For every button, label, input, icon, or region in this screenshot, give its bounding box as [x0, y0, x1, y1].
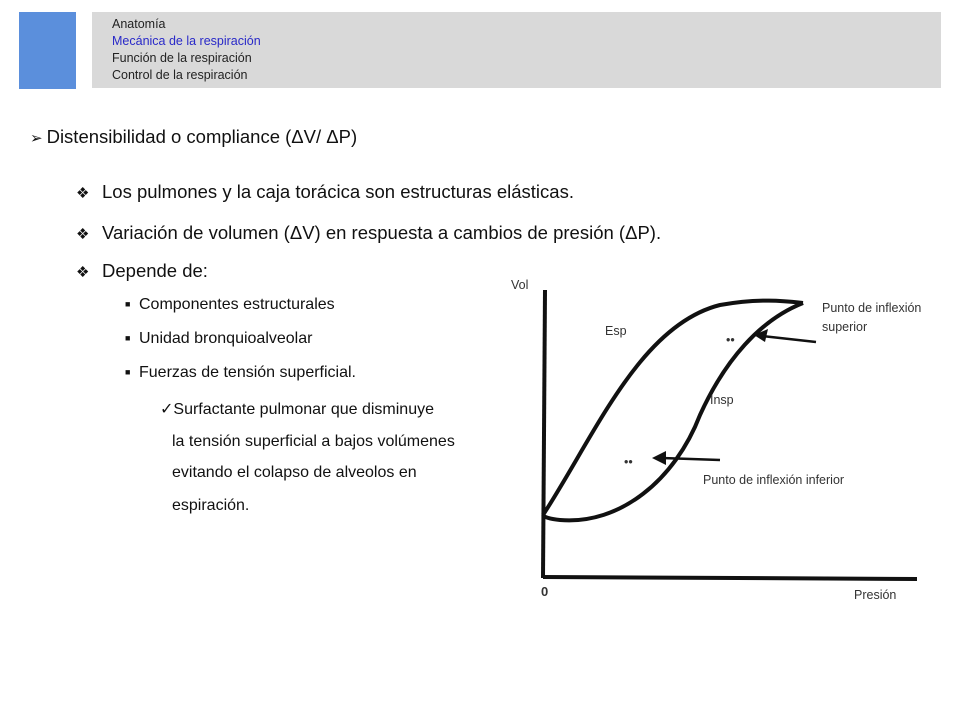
bullet-text: Los pulmones y la caja torácica son estructuras elásticas.: [102, 181, 574, 202]
x-axis: [543, 577, 917, 579]
origin-label: 0: [541, 584, 549, 599]
check-continuation: espiración.: [172, 497, 250, 514]
upper-inflection-marker: ••: [726, 333, 735, 347]
y-axis: [543, 290, 545, 578]
sub-bullet-item: [125, 296, 335, 314]
diamond-bullet-icon: ❖: [76, 185, 90, 202]
checkmark-icon: ✓: [160, 401, 174, 418]
nav-item-control[interactable]: Control de la respiración: [112, 68, 248, 82]
check-continuation: la tensión superficial a bajos volúmenes: [172, 433, 455, 450]
sub-bullet-text: Componentes estructurales: [139, 296, 335, 313]
section-nav: [112, 16, 261, 84]
y-axis-label: Vol: [511, 278, 529, 292]
sub-bullet-text: Fuerzas de tensión superficial.: [139, 364, 356, 381]
upper-arrow-shaft: [762, 336, 816, 342]
bullet-item: [76, 222, 661, 244]
square-bullet-icon: ■: [125, 333, 131, 343]
sub-bullet-item: [125, 330, 312, 348]
x-axis-label: Presión: [854, 588, 897, 602]
diamond-bullet-icon: ❖: [76, 264, 90, 281]
nav-item-mecanica[interactable]: Mecánica de la respiración: [112, 34, 261, 48]
square-bullet-icon: ■: [125, 367, 131, 377]
lower-arrow-shaft: [662, 458, 720, 460]
sub-bullet-text: Unidad bronquioalveolar: [139, 330, 313, 347]
bullet-text: Variación de volumen (ΔV) en respuesta a cambios de presión (ΔP).: [102, 222, 662, 243]
diamond-bullet-icon: ❖: [76, 226, 90, 243]
arrow-bullet-icon: ➢: [30, 130, 43, 147]
bullet-item: [76, 181, 574, 203]
bullet-text: Depende de:: [102, 260, 208, 281]
heading-text: Distensibilidad o compliance (ΔV/ ΔP): [46, 126, 358, 147]
upper-inflection-label-line2: superior: [822, 320, 868, 334]
lower-inflection-label: Punto de inflexión inferior: [703, 473, 845, 487]
bullet-item: [76, 260, 208, 282]
nav-item-anatomia[interactable]: Anatomía: [112, 17, 166, 31]
upper-inflection-label-line1: Punto de inflexión: [822, 301, 922, 315]
check-text: Surfactante pulmonar que disminuye: [173, 401, 434, 418]
sub-bullet-item: [125, 364, 356, 382]
slide-heading: [30, 126, 357, 148]
compliance-hysteresis-diagram: [500, 250, 940, 610]
check-item: [160, 399, 434, 419]
check-continuation: evitando el colapso de alveolos en: [172, 464, 417, 481]
lower-inflection-marker: ••: [624, 455, 633, 469]
expiration-label: Esp: [605, 324, 627, 338]
square-bullet-icon: ■: [125, 299, 131, 309]
inspiration-label: Insp: [710, 393, 734, 407]
nav-item-funcion[interactable]: Función de la respiración: [112, 51, 252, 65]
header-accent-square: [19, 12, 76, 89]
lower-arrow-head: [652, 451, 666, 465]
